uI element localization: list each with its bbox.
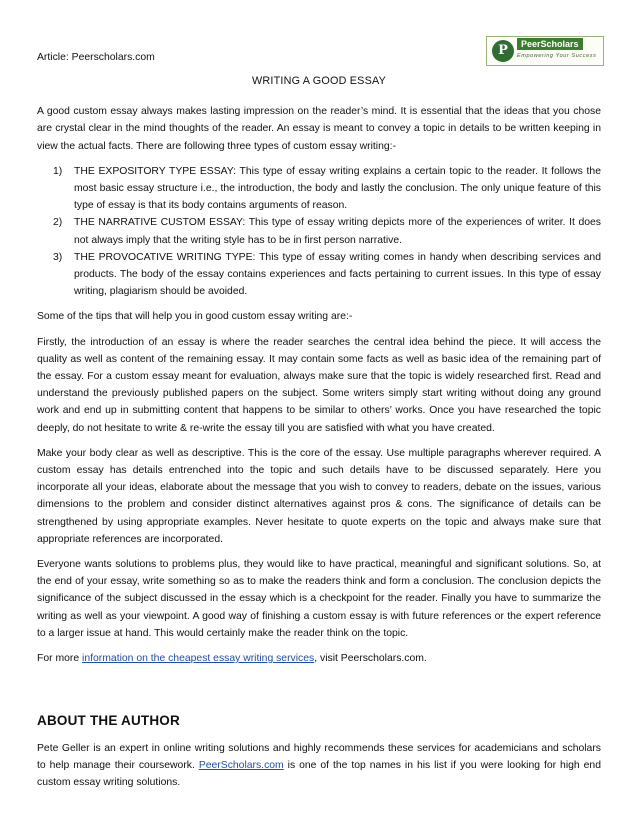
list-number: 1): [53, 165, 63, 177]
peerscholars-logo: [486, 36, 604, 66]
list-item: [37, 249, 601, 301]
body-paragraph-conclusion: Everyone wants solutions to problems plus, they would like to have practical, meaningful and significant solutions. So, at the end of your essay, write something so as to make the readers think and form a conclusion. The conclusion depicts the significance of the subject discussed in the essay which is a checkpoint for the reader. Finally you have to summarize the writing as well as your viewpoint. A good way of finishing a custom essay is with future references or the expert reference to a larger issue at hand. This would certainly make the reader think on the topic.: [37, 559, 601, 639]
logo-mark-icon: P: [492, 40, 514, 62]
more-info-line: [37, 650, 601, 667]
logo-brand-name: PeerScholars: [517, 38, 583, 50]
author-bio-start: Pete Geller is an expert in online writing solutions and highly recommends these services for academicians and scholars to help manage their coursework.: [37, 742, 601, 771]
author-bio-end: is one of the top names in his list if you were looking for high end custom essay writing solutions.: [37, 759, 601, 788]
article-source: Article: Peerscholars.com: [37, 52, 155, 63]
more-info-prefix: For more: [37, 653, 83, 665]
list-item-text: THE PROVOCATIVE WRITING TYPE: This type of essay writing comes in handy when describing services and products. The body of the essay contains experiences and facts pertaining to current issues. In this type of essay writing, plagiarism should be avoided.: [74, 251, 601, 298]
author-bio: [37, 740, 601, 792]
essay-types-list: [37, 163, 601, 301]
body-paragraph-introduction: Firstly, the introduction of an essay is where the reader searches the central idea behind the piece. It will access the quality as well as content of the remaining essay. It may contain some facts as well as basic idea of the remaining part of the essay. For a custom essay meant for evaluation, always make sure that the topic is widely researched first. Read and understand the previously published papers on the subject. Some writers simply start writing without doing any ground work and end up in submitting content that happens to be similar to others’ works. Once you have researched the topic deeply, do not hesitate to write & re-write the essay till you are satisfied with what you have created.: [37, 336, 601, 434]
body-paragraph-body: Make your body clear as well as descriptive. This is the core of the essay. Use multiple paragraphs wherever required. A custom essay has details entrenched into the topic and such details have to be discussed separately. Here you incorporate all your ideas, elaborate about the message that you wish to convey to readers, debate on the issues, various dimensions to the problem and consider distinct alternatives against pros & cons. The significance of details can be strengthened by using appropriate examples. Never hesitate to quote experts on the topic and always make sure that appropriate references are incorporated.: [37, 447, 601, 545]
list-item-text: THE EXPOSITORY TYPE ESSAY: This type of essay writing explains a certain topic to the reader. It follows the most basic essay structure i.e., the introduction, the body and lastly the conclusion. The only unique feature of this type of essay is that its body contains arguments of reason.: [74, 165, 601, 212]
list-number: 2): [53, 217, 63, 229]
about-author-heading: ABOUT THE AUTHOR: [37, 713, 180, 729]
article-title: WRITING A GOOD ESSAY: [252, 75, 386, 87]
peerscholars-link[interactable]: PeerScholars.com: [198, 759, 284, 771]
page-header: [37, 40, 601, 64]
logo-tagline: Empowering Your Success: [517, 53, 597, 59]
tips-intro: Some of the tips that will help you in good custom essay writing are:-: [37, 311, 353, 323]
list-item-text: THE NARRATIVE CUSTOM ESSAY: This type of essay writing depicts more of the experiences of writer. It does not always imply that the writing style has to be in first person narrative.: [74, 217, 601, 246]
list-item: [37, 214, 601, 248]
more-info-suffix: , visit Peerscholars.com.: [314, 653, 427, 665]
list-item: [37, 163, 601, 215]
cheapest-essay-services-link[interactable]: information on the cheapest essay writing services: [82, 653, 315, 665]
list-number: 3): [53, 251, 63, 263]
intro-paragraph: A good custom essay always makes lasting impression on the reader’s mind. It is essential that the ideas that you chose are crystal clear in the mind thoughts of the reader. An essay is meant to convey a topic in details to be written keeping in view the actual facts. There are following three types of custom essay writing:-: [37, 106, 601, 152]
